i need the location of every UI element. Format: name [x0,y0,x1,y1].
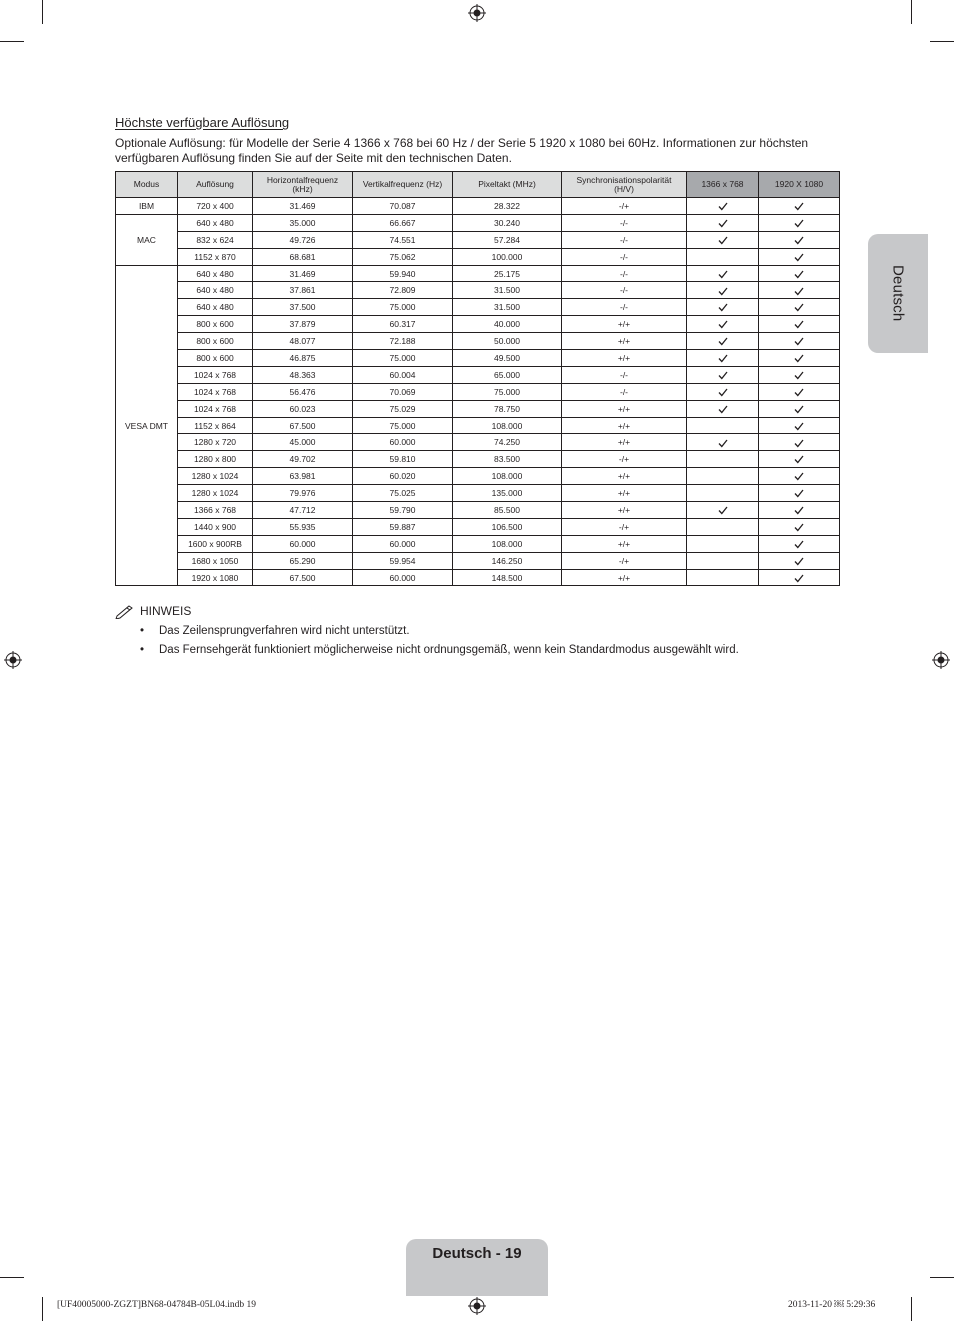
table-cell: 75.000 [453,383,562,400]
table-row [116,231,840,248]
table-cell: +/+ [562,535,687,552]
table-cell: +/+ [562,569,687,586]
support-cell [687,468,759,485]
table-cell: -/+ [562,518,687,535]
check-icon [794,320,804,329]
table-cell: 106.500 [453,518,562,535]
table-cell: 800 x 600 [178,316,253,333]
table-cell: -/+ [562,451,687,468]
table-cell: 60.020 [353,468,453,485]
table-cell: +/+ [562,502,687,519]
check-icon [718,371,728,380]
check-icon [794,236,804,245]
check-icon [794,405,804,414]
table-cell: 75.029 [353,400,453,417]
table-cell: 67.500 [253,569,353,586]
table-row [116,214,840,231]
table-cell: 75.062 [353,248,453,265]
check-icon [718,506,728,515]
table-cell: 720 x 400 [178,198,253,215]
table-cell: -/- [562,265,687,282]
support-cell [687,383,759,400]
table-cell: 59.887 [353,518,453,535]
table-cell: 37.500 [253,299,353,316]
table-cell: 65.290 [253,552,353,569]
registration-mark-icon [932,651,950,669]
table-cell: 1600 x 900RB [178,535,253,552]
crop-mark [42,1297,43,1321]
column-header: Pixeltakt (MHz) [453,172,562,198]
table-row [116,265,840,282]
check-icon [794,489,804,498]
check-icon [718,303,728,312]
table-cell: 48.363 [253,366,353,383]
table-cell: 30.240 [453,214,562,231]
table-row [116,350,840,367]
check-icon [718,287,728,296]
crop-mark [911,0,912,24]
table-cell: 1280 x 1024 [178,468,253,485]
table-cell: 59.940 [353,265,453,282]
support-cell [759,569,840,586]
support-cell [687,316,759,333]
table-cell: 28.322 [453,198,562,215]
table-cell: 60.004 [353,366,453,383]
check-icon [794,354,804,363]
support-cell [759,552,840,569]
table-cell: 1152 x 870 [178,248,253,265]
check-icon [718,354,728,363]
mode-cell: VESA DMT [116,265,178,586]
table-cell: 49.702 [253,451,353,468]
table-cell: 63.981 [253,468,353,485]
support-cell [687,417,759,434]
check-icon [794,540,804,549]
check-icon [794,371,804,380]
table-row [116,316,840,333]
check-icon [718,405,728,414]
check-icon [794,202,804,211]
table-row [116,535,840,552]
table-cell: -/- [562,282,687,299]
check-icon [794,422,804,431]
support-cell [759,214,840,231]
table-cell: 1280 x 720 [178,434,253,451]
table-cell: -/+ [562,198,687,215]
support-cell [687,350,759,367]
support-cell [687,552,759,569]
table-cell: 37.879 [253,316,353,333]
crop-mark [0,1277,24,1278]
intro-text: Optionale Auflösung: für Modelle der Serie 4 1366 x 768 bei 60 Hz / der Serie 5 1920 x 1080 bei 60Hz. Informationen zur höchsten verfügbaren Auflösung finden Sie auf der Seite mit den technischen Daten. [115,136,809,165]
check-icon [794,455,804,464]
table-cell: 1024 x 768 [178,383,253,400]
table-row [116,248,840,265]
check-icon [794,574,804,583]
table-cell: 1280 x 1024 [178,485,253,502]
column-header: Synchronisationspolarität (H/V) [562,172,687,198]
support-cell [759,417,840,434]
check-icon [794,523,804,532]
table-row [116,198,840,215]
page-label: Deutsch - 19 [432,1245,522,1262]
support-cell [759,299,840,316]
table-cell: 800 x 600 [178,333,253,350]
column-header: 1920 X 1080 [759,172,840,198]
note-list [140,622,739,660]
crop-mark [930,1277,954,1278]
crop-mark [911,1297,912,1321]
support-cell [687,366,759,383]
support-cell [759,451,840,468]
table-cell: 47.712 [253,502,353,519]
table-cell: 1280 x 800 [178,451,253,468]
table-row [116,417,840,434]
support-cell [687,400,759,417]
table-cell: +/+ [562,333,687,350]
table-row [116,299,840,316]
check-icon [718,270,728,279]
check-icon [718,219,728,228]
support-cell [759,282,840,299]
table-row [116,468,840,485]
note-heading-text: HINWEIS [140,604,192,618]
table-cell: +/+ [562,485,687,502]
table-row [116,451,840,468]
table-row [116,502,840,519]
table-cell: 45.000 [253,434,353,451]
check-icon [794,219,804,228]
table-cell: 56.476 [253,383,353,400]
table-cell: 66.667 [353,214,453,231]
support-cell [759,333,840,350]
table-cell: +/+ [562,350,687,367]
check-icon [794,472,804,481]
table-cell: 31.469 [253,198,353,215]
table-row [116,282,840,299]
table-cell: 79.976 [253,485,353,502]
table-cell: +/+ [562,434,687,451]
table-cell: 74.551 [353,231,453,248]
table-cell: 60.000 [353,535,453,552]
table-cell: 50.000 [453,333,562,350]
table-header-row [116,172,840,198]
table-row [116,400,840,417]
column-header: 1366 x 768 [687,172,759,198]
check-icon [794,337,804,346]
table-cell: 68.681 [253,248,353,265]
table-cell: 108.000 [453,417,562,434]
registration-mark-icon [468,4,486,22]
table-cell: -/- [562,214,687,231]
column-header: Vertikalfrequenz (Hz) [353,172,453,198]
support-cell [759,316,840,333]
table-cell: 59.954 [353,552,453,569]
support-cell [759,468,840,485]
language-side-tab [868,234,928,353]
table-cell: 74.250 [453,434,562,451]
table-cell: +/+ [562,468,687,485]
support-cell [759,350,840,367]
table-cell: 75.025 [353,485,453,502]
table-cell: 100.000 [453,248,562,265]
table-cell: 35.000 [253,214,353,231]
table-cell: 55.935 [253,518,353,535]
support-cell [759,231,840,248]
check-icon [718,439,728,448]
support-cell [687,502,759,519]
table-cell: +/+ [562,417,687,434]
check-icon [794,439,804,448]
check-icon [794,388,804,397]
table-cell: 800 x 600 [178,350,253,367]
table-cell: 640 x 480 [178,299,253,316]
support-cell [687,333,759,350]
check-icon [718,202,728,211]
table-cell: 640 x 480 [178,282,253,299]
table-cell: -/- [562,248,687,265]
table-cell: 148.500 [453,569,562,586]
table-row [116,485,840,502]
table-cell: 108.000 [453,535,562,552]
table-cell: 60.000 [353,434,453,451]
table-cell: 49.726 [253,231,353,248]
check-icon [794,270,804,279]
table-cell: 65.000 [453,366,562,383]
side-tab-label: Deutsch [889,265,907,322]
table-row [116,569,840,586]
table-cell: 70.069 [353,383,453,400]
table-cell: 40.000 [453,316,562,333]
check-icon [718,236,728,245]
table-cell: 46.875 [253,350,353,367]
support-cell [759,518,840,535]
support-cell [687,434,759,451]
table-cell: 135.000 [453,485,562,502]
list-item: • Das Zeilensprungverfahren wird nicht unterstützt. [140,622,739,641]
check-icon [718,388,728,397]
page-number-tab [406,1239,548,1296]
table-cell: 85.500 [453,502,562,519]
table-row [116,383,840,400]
support-cell [687,535,759,552]
table-row [116,333,840,350]
check-icon [718,337,728,346]
table-row [116,366,840,383]
table-cell: -/- [562,231,687,248]
list-item: • Das Fernsehgerät funktioniert möglicherweise nicht ordnungsgemäß, wenn kein Standardmodus ausgewählt wird. [140,641,739,660]
support-cell [687,282,759,299]
support-cell [759,400,840,417]
table-row [116,552,840,569]
support-cell [687,485,759,502]
table-cell: 67.500 [253,417,353,434]
crop-mark [42,0,43,24]
column-header: Modus [116,172,178,198]
table-cell: 31.500 [453,282,562,299]
table-cell: 59.790 [353,502,453,519]
support-cell [687,248,759,265]
table-cell: 60.000 [253,535,353,552]
section-title: Höchste verfügbare Auflösung [115,115,290,130]
table-cell: 31.500 [453,299,562,316]
table-cell: 60.317 [353,316,453,333]
support-cell [759,485,840,502]
table-cell: 1024 x 768 [178,400,253,417]
check-icon [794,253,804,262]
table-cell: +/+ [562,400,687,417]
table-cell: +/+ [562,316,687,333]
registration-mark-icon [468,1297,486,1315]
table-cell: 59.810 [353,451,453,468]
table-cell: 640 x 480 [178,265,253,282]
check-icon [794,303,804,312]
support-cell [759,383,840,400]
support-cell [687,198,759,215]
table-cell: 31.469 [253,265,353,282]
table-cell: 72.188 [353,333,453,350]
table-cell: 83.500 [453,451,562,468]
table-cell: 78.750 [453,400,562,417]
table-cell: 146.250 [453,552,562,569]
support-cell [759,198,840,215]
table-cell: 108.000 [453,468,562,485]
table-cell: -/- [562,366,687,383]
check-icon [794,557,804,566]
support-cell [759,366,840,383]
table-cell: 75.000 [353,299,453,316]
mode-cell: MAC [116,214,178,265]
table-cell: 25.175 [453,265,562,282]
table-cell: -/+ [562,552,687,569]
support-cell [687,214,759,231]
table-cell: 49.500 [453,350,562,367]
resolution-table [115,171,840,586]
table-cell: 832 x 624 [178,231,253,248]
table-cell: 60.023 [253,400,353,417]
support-cell [759,434,840,451]
support-cell [687,569,759,586]
table-cell: 60.000 [353,569,453,586]
table-cell: 1920 x 1080 [178,569,253,586]
table-cell: 75.000 [353,417,453,434]
support-cell [759,248,840,265]
table-body [116,198,840,586]
crop-mark [0,41,24,42]
support-cell [687,231,759,248]
table-cell: 48.077 [253,333,353,350]
support-cell [687,518,759,535]
footer-file-info: [UF40005000-ZGZT]BN68-04784B-05L04.indb 19 [57,1300,256,1310]
check-icon [718,320,728,329]
column-header: Auflösung [178,172,253,198]
footer-timestamp: 2013-11-20 ￼ 5:29:36 [788,1300,876,1310]
support-cell [759,502,840,519]
table-cell: 70.087 [353,198,453,215]
support-cell [759,535,840,552]
check-icon [794,287,804,296]
table-cell: 37.861 [253,282,353,299]
table-cell: 1440 x 900 [178,518,253,535]
table-cell: 1152 x 864 [178,417,253,434]
table-cell: 640 x 480 [178,214,253,231]
table-cell: 75.000 [353,350,453,367]
support-cell [759,265,840,282]
table-cell: 1366 x 768 [178,502,253,519]
table-cell: 1680 x 1050 [178,552,253,569]
registration-mark-icon [4,651,22,669]
support-cell [687,299,759,316]
support-cell [687,451,759,468]
table-cell: 72.809 [353,282,453,299]
check-icon [794,506,804,515]
crop-mark [930,41,954,42]
table-cell: 1024 x 768 [178,366,253,383]
note-heading [115,603,191,619]
mode-cell: IBM [116,198,178,215]
table-cell: 57.284 [453,231,562,248]
pencil-note-icon [115,603,135,619]
table-row [116,518,840,535]
table-cell: -/- [562,299,687,316]
table-row [116,434,840,451]
support-cell [687,265,759,282]
table-cell: -/- [562,383,687,400]
column-header: Horizontalfrequenz (kHz) [253,172,353,198]
